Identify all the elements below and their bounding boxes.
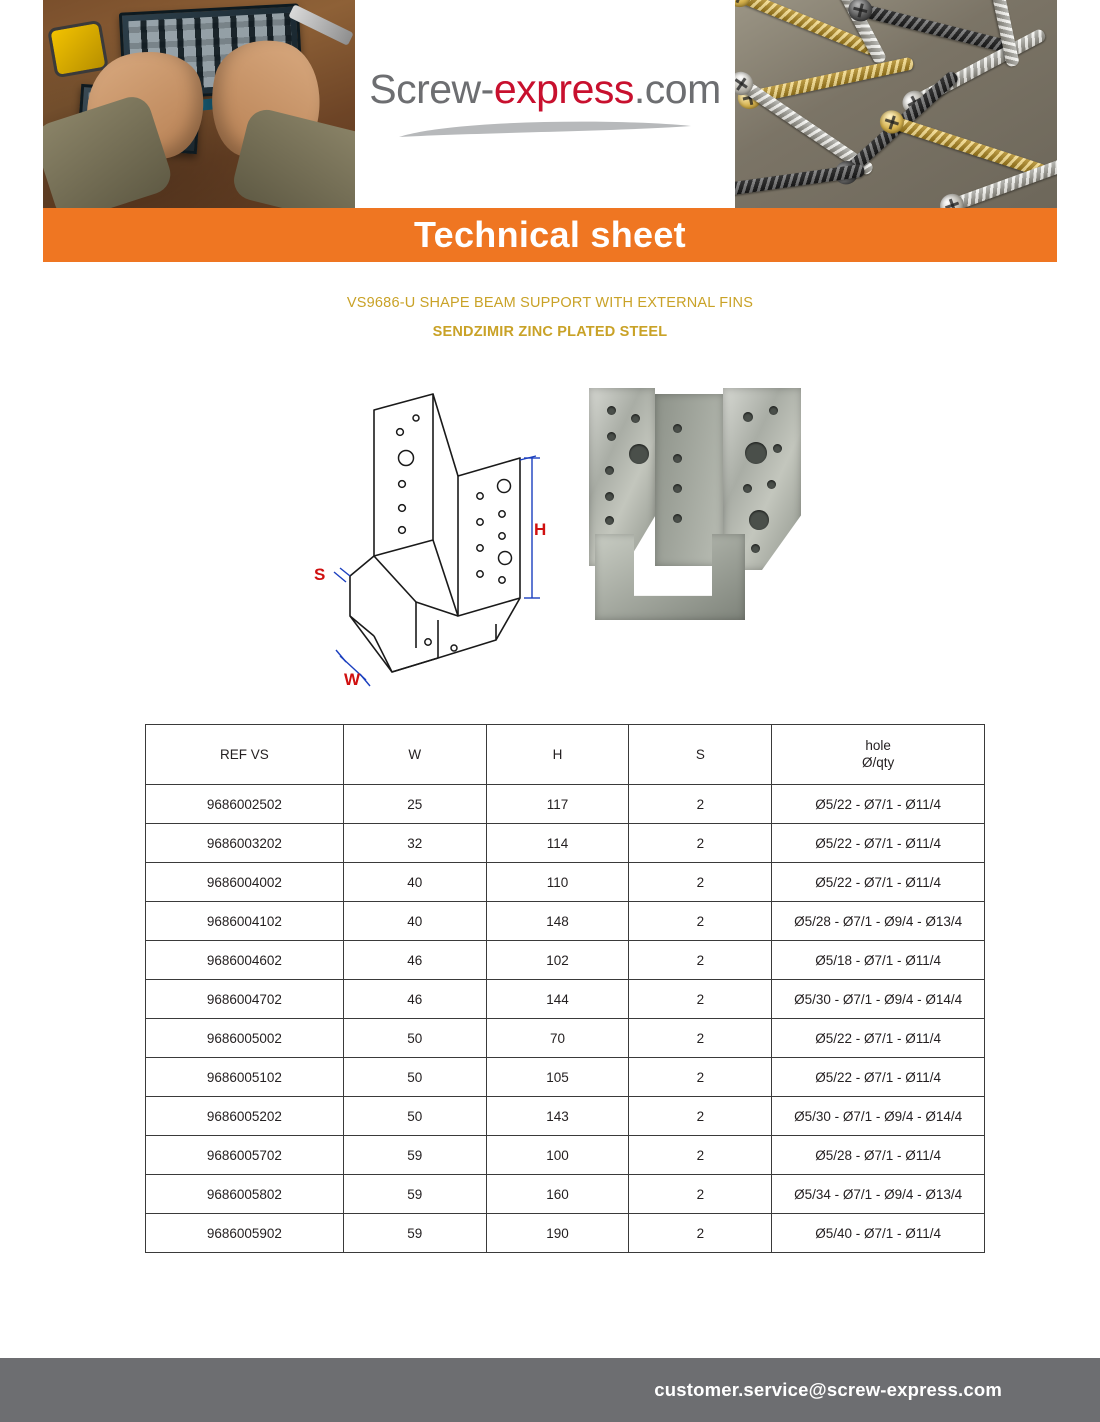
cell-ref: 9686005102 (146, 1058, 344, 1097)
cell-ref: 9686004002 (146, 863, 344, 902)
cell-ref: 9686002502 (146, 785, 344, 824)
logo-text (369, 66, 721, 113)
cell-hole: Ø5/34 - Ø7/1 - Ø9/4 - Ø13/4 (772, 1175, 985, 1214)
table-body (146, 785, 985, 1253)
cell-s: 2 (629, 941, 772, 980)
cell-s: 2 (629, 902, 772, 941)
cell-s: 2 (629, 1097, 772, 1136)
cell-ref: 9686005902 (146, 1214, 344, 1253)
cell-h: 160 (486, 1175, 629, 1214)
photo-hole (605, 492, 614, 501)
table-row (146, 1214, 985, 1253)
photo-hole (751, 544, 760, 553)
column-header-h: H (486, 725, 629, 785)
cell-s: 2 (629, 785, 772, 824)
column-header-hole-line2: Ø/qty (861, 754, 895, 770)
cell-h: 100 (486, 1136, 629, 1175)
table-row (146, 941, 985, 980)
cell-s: 2 (629, 863, 772, 902)
cell-h: 105 (486, 1058, 629, 1097)
logo-text-part3: .com (633, 65, 721, 112)
cell-w: 46 (343, 980, 486, 1019)
cell-ref: 9686005702 (146, 1136, 344, 1175)
page-footer (0, 1358, 1100, 1422)
photo-hole (673, 454, 682, 463)
column-header-hole (772, 725, 985, 785)
cell-hole: Ø5/22 - Ø7/1 - Ø11/4 (772, 785, 985, 824)
product-title: VS9686-U SHAPE BEAM SUPPORT WITH EXTERNAL FINS (346, 295, 754, 311)
table-row (146, 1097, 985, 1136)
cell-s: 2 (629, 980, 772, 1019)
cell-h: 144 (486, 980, 629, 1019)
cell-hole: Ø5/22 - Ø7/1 - Ø11/4 (772, 1019, 985, 1058)
cell-hole: Ø5/18 - Ø7/1 - Ø11/4 (772, 941, 985, 980)
cell-hole: Ø5/22 - Ø7/1 - Ø11/4 (772, 824, 985, 863)
cell-h: 70 (486, 1019, 629, 1058)
photo-hole (631, 414, 640, 423)
logo-text-part2: express (493, 65, 634, 112)
brand-logo (355, 0, 735, 208)
cell-h: 102 (486, 941, 629, 980)
table-row (146, 1019, 985, 1058)
product-figures (43, 380, 1057, 700)
cell-ref: 9686003202 (146, 824, 344, 863)
table-header-row (146, 725, 985, 785)
photo-hole (673, 514, 682, 523)
cell-s: 2 (629, 1058, 772, 1097)
product-photo (573, 384, 833, 634)
photo-hole (605, 466, 614, 475)
photo-hole (743, 412, 753, 422)
cell-hole: Ø5/22 - Ø7/1 - Ø11/4 (772, 863, 985, 902)
cell-ref: 9686004102 (146, 902, 344, 941)
cell-hole: Ø5/22 - Ø7/1 - Ø11/4 (772, 1058, 985, 1097)
cell-h: 143 (486, 1097, 629, 1136)
screws-photo (735, 0, 1057, 208)
photo-hole (607, 432, 616, 441)
column-header-ref: REF VS (146, 725, 344, 785)
table-row (146, 1175, 985, 1214)
table-row (146, 824, 985, 863)
photo-hole (749, 510, 769, 530)
banner-title: Technical sheet (414, 214, 686, 255)
column-header-hole-line1: hole (865, 737, 891, 753)
cell-w: 25 (343, 785, 486, 824)
table-row (146, 785, 985, 824)
technical-sheet-banner (43, 208, 1057, 262)
photo-hole (607, 406, 616, 415)
table-row (146, 863, 985, 902)
photo-hole (769, 406, 778, 415)
cell-w: 40 (343, 863, 486, 902)
cell-hole: Ø5/40 - Ø7/1 - Ø11/4 (772, 1214, 985, 1253)
dimension-label-h: H (534, 520, 547, 539)
photo-hole (743, 484, 752, 493)
dimension-label-w: W (344, 670, 361, 689)
table-row (146, 980, 985, 1019)
cell-w: 46 (343, 941, 486, 980)
column-header-s: S (629, 725, 772, 785)
workbench-photo (43, 0, 355, 208)
photo-hole (767, 480, 776, 489)
table-header (146, 725, 985, 785)
cell-w: 59 (343, 1214, 486, 1253)
photo-hole (629, 444, 649, 464)
cell-hole: Ø5/28 - Ø7/1 - Ø11/4 (772, 1136, 985, 1175)
table-row (146, 1136, 985, 1175)
page-header (43, 0, 1057, 208)
photo-hole (605, 516, 614, 525)
cell-w: 50 (343, 1097, 486, 1136)
cell-h: 110 (486, 863, 629, 902)
document-titles (43, 295, 1057, 340)
cell-ref: 9686004602 (146, 941, 344, 980)
dimension-label-s: S (314, 565, 326, 584)
cell-s: 2 (629, 1175, 772, 1214)
cell-w: 50 (343, 1019, 486, 1058)
cell-ref: 9686004702 (146, 980, 344, 1019)
photo-hole (673, 424, 682, 433)
photo-hole (673, 484, 682, 493)
cell-hole: Ø5/30 - Ø7/1 - Ø9/4 - Ø14/4 (772, 980, 985, 1019)
cell-w: 32 (343, 824, 486, 863)
cell-ref: 9686005002 (146, 1019, 344, 1058)
specifications-table (145, 724, 985, 1253)
cell-w: 40 (343, 902, 486, 941)
cell-hole: Ø5/30 - Ø7/1 - Ø9/4 - Ø14/4 (772, 1097, 985, 1136)
cell-s: 2 (629, 1136, 772, 1175)
cell-ref: 9686005202 (146, 1097, 344, 1136)
cell-h: 114 (486, 824, 629, 863)
cell-h: 148 (486, 902, 629, 941)
cell-h: 190 (486, 1214, 629, 1253)
tape-measure-icon (47, 20, 109, 79)
cell-ref: 9686005802 (146, 1175, 344, 1214)
table-row (146, 1058, 985, 1097)
cell-hole: Ø5/28 - Ø7/1 - Ø9/4 - Ø13/4 (772, 902, 985, 941)
column-header-w: W (343, 725, 486, 785)
table-row (146, 902, 985, 941)
cell-w: 50 (343, 1058, 486, 1097)
cell-w: 59 (343, 1175, 486, 1214)
cell-s: 2 (629, 824, 772, 863)
logo-text-part1: Screw- (369, 65, 494, 112)
material-title: SENDZIMIR ZINC PLATED STEEL (432, 324, 668, 340)
cell-s: 2 (629, 1214, 772, 1253)
photo-hole (745, 442, 767, 464)
cell-s: 2 (629, 1019, 772, 1058)
cell-h: 117 (486, 785, 629, 824)
customer-service-email: customer.service@screw-express.com (654, 1379, 1002, 1400)
cell-w: 59 (343, 1136, 486, 1175)
logo-swoosh-icon (395, 117, 695, 143)
photo-hole (773, 444, 782, 453)
